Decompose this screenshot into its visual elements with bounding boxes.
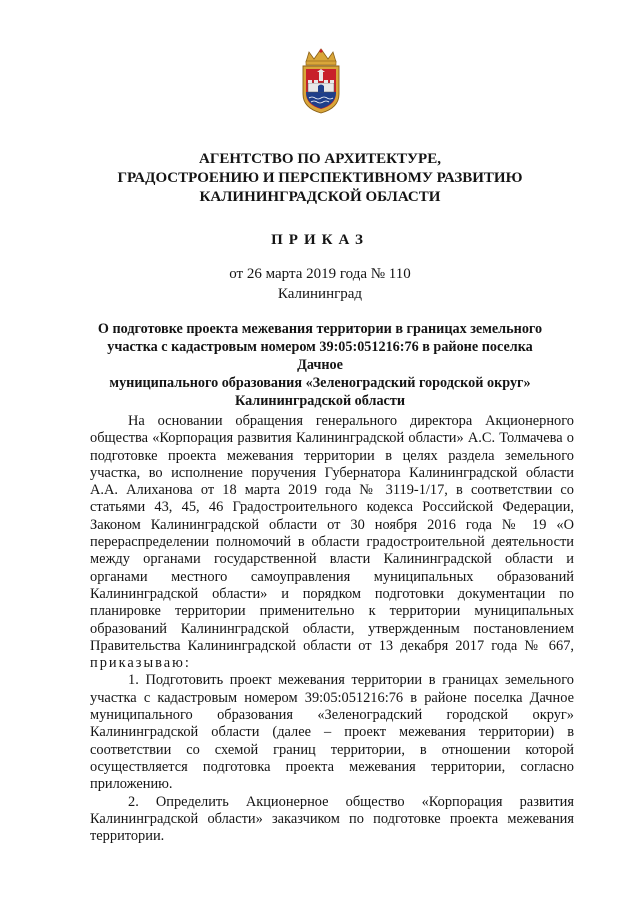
preamble-text: На основании обращения генерального директора Акционерного общества «Корпорация развития Калининградской области» А.С. Толмачева о подготовке проекта межевания территории в целях раздела земельного участка, во исполнение поручения Губернатора Калининградской области А.А. Алиханова от 18 марта 2019 года № 3119-1/17, в соответствии со статьями 43, 45, 46 Градостроительного кодекса Российской Федерации, Законом Калининградской области от 30 ноября 2016 года № 19 «О перераспределении полномочий в области градостроительной деятельности между органами государственной власти Калининградской области и органами местного самоуправления муниципальных образований Калининградской области» и порядком подготовки документации по планировке территории применительно к территории муниципальных образований Калининградской области, утвержденным постановлением Правительства Калининградской области от 13 декабря 2017 года № 667, [90,413,574,654]
order-subject [96,320,544,410]
agency-line: АГЕНТСТВО ПО АРХИТЕКТУРЕ, [199,151,441,167]
city-name: Калининград [277,286,363,302]
coat-of-arms-icon [299,48,343,114]
clause-2-paragraph: 2. Определить Акционерное общество «Корпорация развития Калининградской области» заказчиком по подготовке проекта межевания территории. [90,793,574,845]
agency-line: ГРАДОСТРОЕНИЮ И ПЕРСПЕКТИВНОМУ РАЗВИТИЮ [117,170,523,186]
clause-1-paragraph: 1. Подготовить проект межевания территории в границах земельного участка с кадастровым номером 39:05:051216:76 в районе поселка Дачное муниципального образования «Зеленоградский городской округ» Калининградской области (далее – проект межевания территории) в соответствии со схемой границ территории, в отношении которой осуществляется подготовка проекта межевания территории, согласно приложению. [90,672,574,793]
agency-name [60,150,580,207]
preamble-paragraph [90,413,574,672]
subject-line: О подготовке проекта межевания территории в границах земельного [97,321,543,337]
subject-line: муниципального образования «Зеленоградский городской округ» [109,375,531,391]
order-body [90,413,574,845]
agency-line: КАЛИНИНГРАДСКОЙ ОБЛАСТИ [199,189,441,205]
order-date-number: от 26 марта 2019 года № 110 [229,266,411,282]
date-block [60,264,580,304]
subject-line: Калининградской области [234,393,405,409]
subject-line: участка с кадастровым номером 39:05:051216:76 в районе поселка Дачное [107,339,533,373]
document-title: ПРИКАЗ [271,232,369,248]
order-word: приказываю: [90,655,191,672]
